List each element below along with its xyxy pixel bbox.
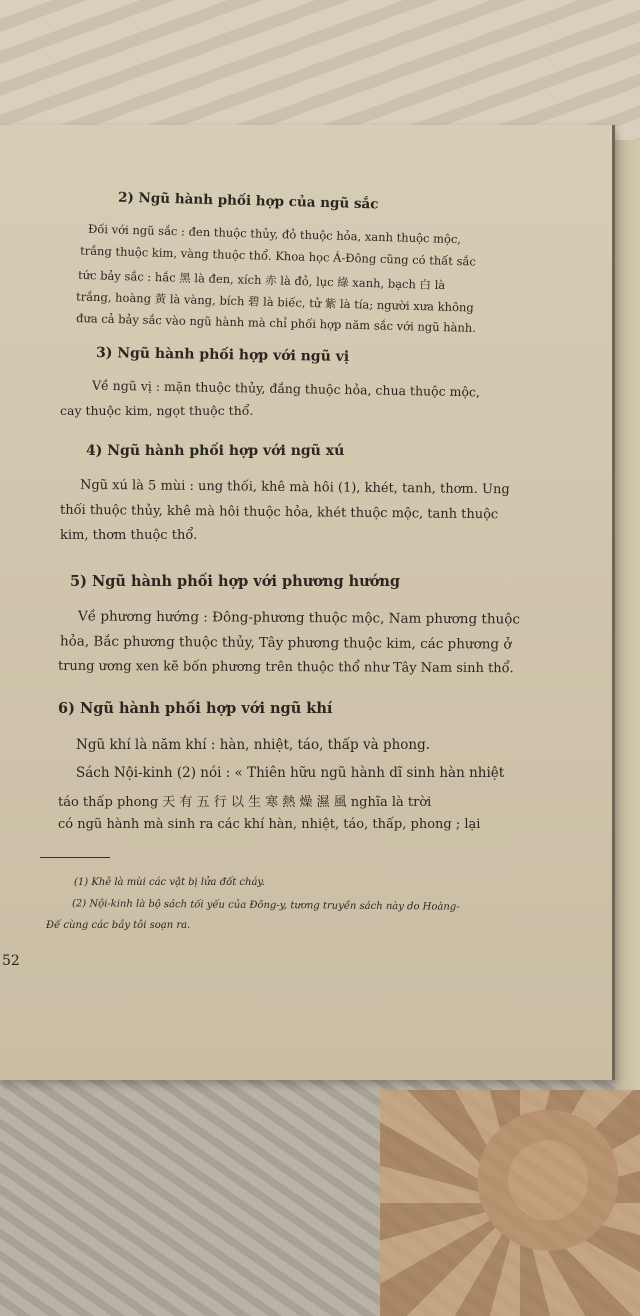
next-page-edge bbox=[615, 140, 640, 1090]
page-number: 52 bbox=[2, 953, 20, 969]
footnote-2-cont: Đế cùng các bầy tôi soạn ra. bbox=[46, 920, 191, 931]
section-6-heading: 6) Ngũ hành phối hợp với ngũ khí bbox=[58, 700, 333, 717]
section-4-line-3: kim, thơm thuộc thổ. bbox=[60, 528, 198, 543]
section-5-heading: 5) Ngũ hành phối hợp với phương hướng bbox=[70, 573, 401, 590]
section-4-line-1: Ngũ xú là 5 mùi : ung thối, khê mà hôi (1), khét, tanh, thơm. Ung bbox=[79, 477, 510, 498]
rug-pattern bbox=[380, 1090, 640, 1316]
section-2-line-5: đưa cả bảy sắc vào ngũ hành mà chỉ phối hợp năm sắc với ngũ hành. bbox=[75, 311, 477, 335]
section-6-line-2: Sách Nội-kinh (2) nói : « Thiên hữu ngũ hành dĩ sinh hàn nhiệt bbox=[76, 765, 505, 781]
section-5-line-1: Về phương hướng : Đông-phương thuộc mộc, Nam phương thuộc bbox=[77, 608, 520, 628]
footnote-2: (2) Nội-kinh là bộ sách tối yếu của Đông-y, tương truyền sách này do Hoàng- bbox=[71, 898, 460, 913]
section-3-line-2: cay thuộc kim, ngọt thuộc thổ. bbox=[60, 403, 254, 418]
section-3-heading: 3) Ngũ hành phối hợp với ngũ vị bbox=[95, 345, 350, 365]
footnote-1: (1) Khê là mùi các vật bị lửa đốt cháy. bbox=[74, 877, 265, 888]
section-6-line-4: có ngũ hành mà sinh ra các khí hàn, nhiệt, táo, thấp, phong ; lại bbox=[58, 817, 481, 832]
section-4-line-2: thối thuộc thủy, khê mà hôi thuộc hỏa, khét thuộc mộc, tanh thuộc bbox=[59, 502, 499, 523]
book-page bbox=[0, 125, 615, 1080]
section-5-line-2: hỏa, Bắc phương thuộc thủy, Tây phương thuộc kim, các phương ở bbox=[59, 633, 512, 653]
section-5-line-3: trung ương xen kẽ bốn phương trên thuộc thổ như Tây Nam sinh thổ. bbox=[57, 658, 514, 677]
section-6-line-1: Ngũ khí là năm khí : hàn, nhiệt, táo, thấp và phong. bbox=[76, 737, 431, 753]
section-4-heading: 4) Ngũ hành phối hợp với ngũ xú bbox=[86, 443, 345, 459]
section-6-line-3: táo thấp phong 天 有 五 行 以 生 寒 熱 燥 濕 風 nghĩa là trời bbox=[58, 795, 432, 810]
section-2-heading: 2) Ngũ hành phối hợp của ngũ sắc bbox=[117, 189, 379, 213]
page-content bbox=[0, 125, 612, 1080]
section-3-line-1: Về ngũ vị : mặn thuộc thủy, đắng thuộc hỏa, chua thuộc mộc, bbox=[91, 377, 481, 400]
footnote-divider bbox=[40, 857, 110, 858]
section-2-line-3: tức bảy sắc : hắc 黑 là đen, xích 赤 là đỏ, lục 綠 xanh, bạch 白 là bbox=[77, 267, 446, 293]
section-2-line-4: trắng, hoàng 黃 là vàng, bích 碧 là biếc, tử 紫 là tía; người xưa không bbox=[75, 289, 474, 315]
section-2-line-2: trắng thuộc kim, vàng thuộc thổ. Khoa học Á-Đông cũng có thất sắc bbox=[79, 243, 476, 269]
section-2-line-1: Đối với ngũ sắc : đen thuộc thủy, đỏ thuộc hỏa, xanh thuộc mộc, bbox=[87, 221, 462, 247]
